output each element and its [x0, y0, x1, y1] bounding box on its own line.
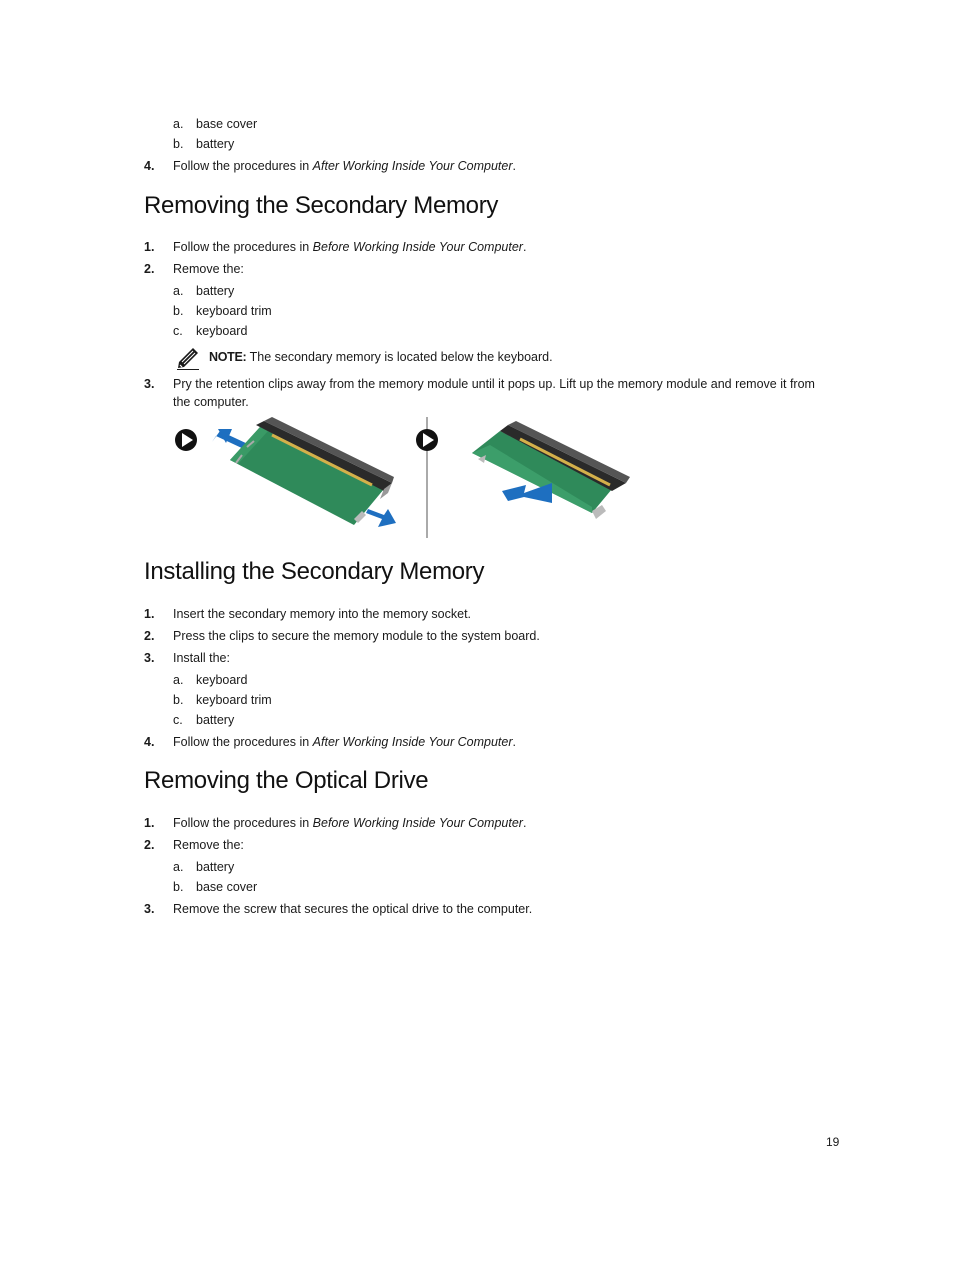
step-number: 2. — [144, 838, 155, 852]
step-text: Pry the retention clips away from the memory module until it pops up. Lift up the memory module and remove it from — [173, 377, 815, 391]
right-panel — [416, 421, 630, 519]
section-heading: Installing the Secondary Memory — [144, 558, 485, 585]
sub-text: keyboard trim — [196, 304, 272, 318]
step-text: Press the clips to secure the memory module to the system board. — [173, 629, 540, 643]
sub-letter: b. — [173, 693, 184, 707]
step-text: Follow the procedures in After Working Inside Your Computer. — [173, 735, 517, 749]
sub-letter: a. — [173, 284, 184, 298]
step-number: 1. — [144, 240, 155, 254]
cross-reference-link[interactable]: After Working Inside Your Computer — [312, 159, 513, 173]
note-text: NOTE: The secondary memory is located below the keyboard. — [209, 350, 553, 364]
sub-text: battery — [196, 284, 235, 298]
sub-text: battery — [196, 860, 235, 874]
cross-reference-link[interactable]: After Working Inside Your Computer — [312, 735, 513, 749]
sub-letter: b. — [173, 304, 184, 318]
sub-letter: a. — [173, 673, 184, 687]
step-number: 4. — [144, 735, 155, 749]
sub-letter: b. — [173, 137, 184, 151]
step-number: 3. — [144, 651, 155, 665]
sub-letter: a. — [173, 860, 184, 874]
step-number: 3. — [144, 902, 155, 916]
page-number: 19 — [826, 1135, 840, 1149]
sub-text: keyboard — [196, 324, 248, 338]
step-number: 3. — [144, 377, 155, 391]
step-number: 1. — [144, 607, 155, 621]
step-text: Remove the screw that secures the optical drive to the computer. — [173, 902, 533, 916]
sub-text: battery — [196, 137, 235, 151]
sub-letter: b. — [173, 880, 184, 894]
pencil-note-icon — [176, 348, 200, 370]
step-number: 4. — [144, 159, 155, 173]
sub-letter: c. — [173, 713, 183, 727]
sub-text: keyboard — [196, 673, 248, 687]
step-text: Follow the procedures in Before Working Inside Your Computer. — [173, 240, 527, 254]
step-text: Remove the: — [173, 838, 244, 852]
section-heading: Removing the Secondary Memory — [144, 192, 499, 219]
note-label: NOTE: — [209, 350, 247, 364]
sub-text: keyboard trim — [196, 693, 272, 707]
step-number: 2. — [144, 629, 155, 643]
step-text: Follow the procedures in Before Working Inside Your Computer. — [173, 816, 527, 830]
step-text: Install the: — [173, 651, 230, 665]
step-text: Insert the secondary memory into the memory socket. — [173, 607, 472, 621]
step-text: Follow the procedures in After Working Inside Your Computer. — [173, 159, 517, 173]
step-number: 1. — [144, 816, 155, 830]
sub-text: base cover — [196, 880, 258, 894]
left-panel — [175, 417, 396, 527]
sub-letter: c. — [173, 324, 183, 338]
section-heading: Removing the Optical Drive — [144, 767, 429, 794]
step-text: the computer. — [173, 395, 249, 409]
sub-text: base cover — [196, 117, 258, 131]
cross-reference-link[interactable]: Before Working Inside Your Computer — [312, 816, 523, 830]
sub-text: battery — [196, 713, 235, 727]
cross-reference-link[interactable]: Before Working Inside Your Computer — [312, 240, 523, 254]
step-text: Remove the: — [173, 262, 244, 276]
sub-letter: a. — [173, 117, 184, 131]
step-number: 2. — [144, 262, 155, 276]
memory-removal-illustration — [172, 415, 642, 540]
